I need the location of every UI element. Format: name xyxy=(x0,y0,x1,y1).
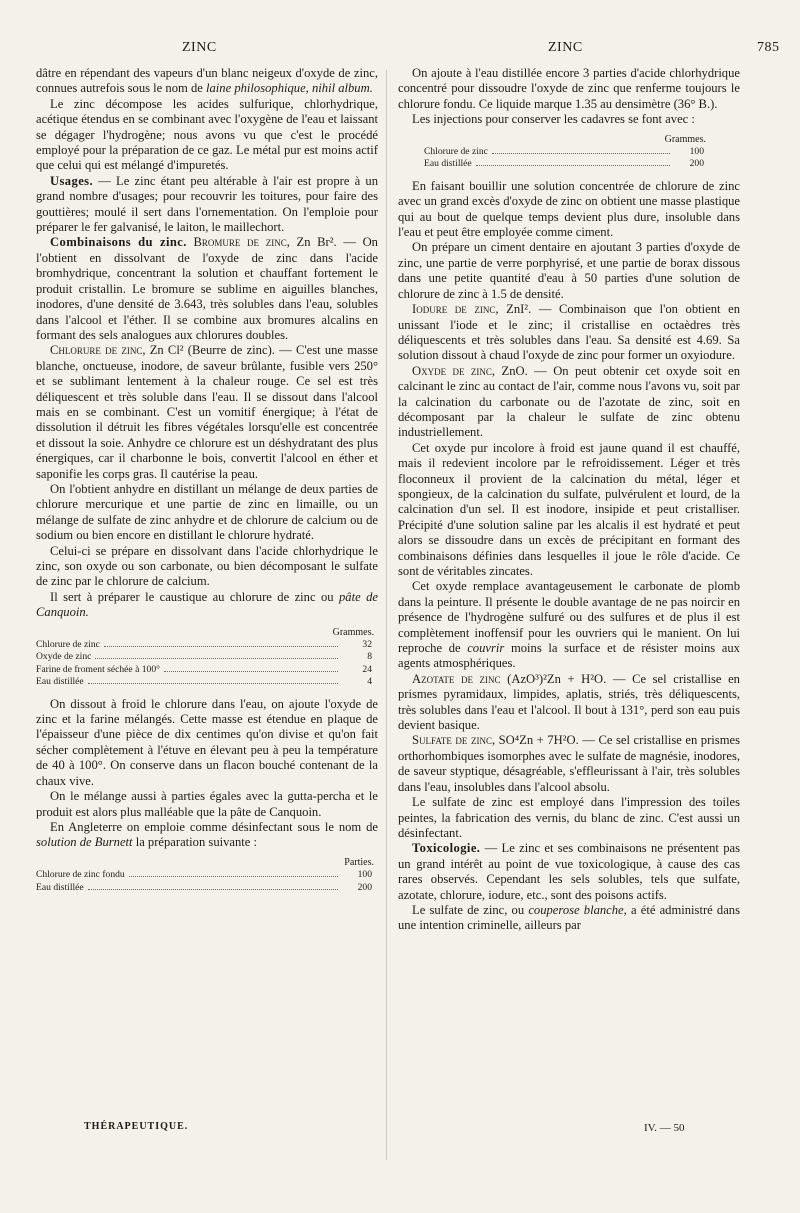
text: — Le zinc étant peu altérable à l'air est propre à un grand nombre d'usages; pour recouvrir les toitures, pour faire des gouttières; moulé il sert dans l'ornementation. On l'emploie pour préparer le fer galvanisé, le laiton, le maillechort. xyxy=(36,173,378,235)
quantity: 100 xyxy=(357,869,372,881)
subsection-heading: Iodure de zinc, xyxy=(412,302,499,317)
text: — On l'obtient en dissolvant de l'oxyde de zinc dans l'acide bromhydrique, concentrant la solution et chauffant fortement le produit cristallin. Le bromure se sublime en aiguilles blanches, inodores, d'une densité de 3.643, très solubles dans l'eau, solubles dans l'alcool et l'éther. Il se combine aux bromures alcalins en formant des sels analogues aux chlorures doubles. xyxy=(36,235,378,342)
text: Il sert à préparer le caustique au chlorure de zinc ou xyxy=(50,589,339,604)
paragraph: On l'obtient anhydre en distillant un mélange de deux parties de chlorure mercurique et une partie de zinc en limaille, ou un mélange de sulfate de zinc anhydre et de chlorure de calcium ou de sodium ou bien encore en distillant le chlorure hydraté. xyxy=(36,481,378,543)
leader-dots xyxy=(88,683,338,684)
leader-dots xyxy=(95,658,338,659)
quantity: 4 xyxy=(367,676,372,688)
text: SO⁴Zn + 7H²O. — Ce sel cristallise en prismes orthorhombiques isomorphes avec le sulfate de magnésie, inodores, de saveur styptique, désagréable, s'efflеurissant à l'air, très solubles dans l'eau, insolubles dans l'alcool absolu. xyxy=(398,733,740,794)
recipe-row xyxy=(424,146,710,158)
recipe-row xyxy=(36,651,378,663)
running-head-right: ZINC xyxy=(548,40,583,55)
leader-dots xyxy=(164,671,338,672)
recipe-row xyxy=(36,676,378,688)
recipe-table-injections xyxy=(398,134,740,171)
recipe-table-canquoin xyxy=(36,627,378,689)
text: dâtre en répendant des vapeurs d'un blanc neigeux d'oxyde de zinc, connues autrefois sous le nom de xyxy=(36,66,378,96)
leader-dots xyxy=(129,876,338,877)
text: moins la surface et de résister moins aux agents atmosphériques. xyxy=(398,641,740,671)
recipe-row xyxy=(36,639,378,651)
paragraph: En faisant bouillir une solution concentrée de chlorure de zinc avec un grand excès d'oxyde de zinc on obtient une masse plastique qui au bout de quelque temps devient plus dure, insoluble dans l'eau et peut être employée comme ciment. xyxy=(398,178,740,240)
ingredient: Chlorure de zinc xyxy=(424,146,488,158)
italic-text: laine philosophique, nihil album. xyxy=(205,81,373,96)
quantity: 8 xyxy=(367,651,372,663)
ingredient: Eau distillée xyxy=(36,676,84,688)
text: la préparation suivante : xyxy=(132,835,258,850)
paragraph-bromure xyxy=(36,235,378,343)
paragraph: Les injections pour conserver les cadavres se font avec : xyxy=(412,112,695,127)
paragraph: On le mélange aussi à parties égales avec la gutta-percha et le produit est alors plus malléable que la pâte de Canquoin. xyxy=(36,789,378,819)
paragraph-sulfate xyxy=(398,733,740,795)
subsection-heading: Bromure de zinc, xyxy=(193,235,290,250)
text: ZnO. — On peut obtenir cet oxyde soit en calcinant le zinc au contact de l'air, comme nous l'avons vu, soit par la calcination du carbonate ou de l'azotate de zinc, soit en décomposant par la chaleur le sulfate de zinc obtenu industriellement. xyxy=(398,363,741,440)
paragraph-chlorure xyxy=(36,343,378,482)
section-heading: Usages. xyxy=(50,173,94,188)
quantity: 32 xyxy=(362,639,372,651)
subsection-heading: Chlorure de zinc, xyxy=(50,343,146,358)
quantity: 200 xyxy=(689,158,704,170)
paragraph xyxy=(36,820,378,851)
paragraph-oxyde xyxy=(398,364,740,441)
text: En Angleterre on emploie comme désinfectant sous le nom de xyxy=(50,819,378,834)
italic-text: couperose blanche, xyxy=(528,902,627,917)
section-heading: Toxicologie. xyxy=(412,841,481,856)
recipe-table-burnett xyxy=(36,857,378,894)
paragraph: Le sulfate de zinc est employé dans l'impression des toiles peintes, la fabrication des vernis, du blanc de zinc. C'est aussi un désinfectant. xyxy=(398,795,740,840)
text: Cet oxyde remplace avantageusement le carbonate de plomb dans la peinture. Il présente le double avantage de ne pas noircir en présence de l'hydrogène sulfuré ou des sulfures et de plus il est complètement inoffensif pour les ouvriers qui le manient. On lui reproche de xyxy=(398,579,740,656)
footer-signature: THÉRAPEUTIQUE. xyxy=(84,1121,189,1132)
text: Zn Cl² (Beurre de zinc). — C'est une masse blanche, onctueuse, inodore, de saveur brûlante, fusible vers 250° et se sublimant lentement à la chaleur rouge. Ce sel est très déliquescent et très soluble dans l'eau. Il se dissout dans l'alcool mais en se combinant. C'est un vomitif énergique; à l'état de dissolution il détruit les fibres végétales lorsqu'elle est concentrée et dissout la soie. Anhydre ce chlorure est un déshydratant des plus énergiques, car il charbonne le bois, convertit l'alcool en éther et saponifie les corps gras. Il cautérise la peau. xyxy=(36,343,378,481)
ingredient: Chlorure de zinc fondu xyxy=(36,869,125,881)
quantity: 200 xyxy=(357,881,372,893)
subsection-heading: Sulfate de zinc, xyxy=(412,733,496,748)
page-number: 785 xyxy=(757,40,780,55)
leader-dots xyxy=(476,165,670,166)
paragraph: On dissout à froid le chlorure dans l'eau, on ajoute l'oxyde de zinc et la farine mélangés. Cette masse est étendue en plaque de l'épaisseur d'une pièce de dix centimes qu'on divise et qu'on fait sécher complètement à l'étuve en élevant peu à peu la température de 40 à 100°. On conserve dans un flacon bouché contenant de la chaux vive. xyxy=(36,696,378,788)
quantity: 24 xyxy=(362,663,372,675)
text: (AzO³)²Zn + H²O. — Ce sel cristallise en prismes pyramidaux, limpides, aplatis, striés, très déliquescents, très solubles dans l'eau et l'alcool. Il bout à 131°, perd son eau puis devient basique. xyxy=(398,671,740,733)
ingredient: Eau distillée xyxy=(36,881,84,893)
paragraph: Cet oxyde pur incolore à froid est jaune quand il est chauffé, mais il redevient incolore par le refroidissement. Léger et très floconneux il provient de la calcination du métal, léger et spongieux, de la calcination du sulfate, pulvérulent et lourd, de la calcination d'un sel. Il est inodore, insipide et peut cristalliser. Précipité d'une solution saline par les alcalis il est hydraté et peut alors se dissoudre dans un excès de précipitant en formant des combinaisons définies dans lesquelles il joue le rôle d'acide. Ce sont de véritables zincates. xyxy=(398,440,740,578)
paragraph: On prépare un ciment dentaire en ajoutant 3 parties d'oxyde de zinc, une partie de verre porphyrisé, et une partie de borax dissous dans une petite quantité d'eau à 50 parties d'une solution de chlorure de zinc à 1.5 de densité. xyxy=(398,240,740,301)
unit-header: Parties. xyxy=(344,856,374,868)
section-heading: Combinaisons du zinc. xyxy=(50,235,187,250)
paragraph-usages xyxy=(36,174,378,236)
subsection-heading: Oxyde de zinc, xyxy=(412,363,496,378)
leader-dots xyxy=(104,646,338,647)
running-head-left: ZINC xyxy=(182,40,217,55)
text: Le sulfate de zinc, ou xyxy=(412,902,529,917)
ingredient: Eau distillée xyxy=(424,158,472,170)
formula: Zn Br². xyxy=(296,235,337,250)
unit-header: Grammes. xyxy=(332,626,374,638)
ingredient: Farine de froment séchée à 100° xyxy=(36,663,160,675)
paragraph-azotate xyxy=(398,672,740,734)
quantity: 100 xyxy=(689,146,704,158)
unit-header: Grammes. xyxy=(664,133,706,145)
paragraph xyxy=(36,66,378,97)
ingredient: Oxyde de zinc xyxy=(36,651,92,663)
text: a été administré dans une intention criminelle, ailleurs par xyxy=(398,902,740,933)
paragraph: On ajoute à l'eau distillée encore 3 parties d'acide chlorhydrique concentré pour dissoudre l'oxyde de zinc que renferme toujours le chlorure fondu. Ce liquide marque 1.35 au densimètre (36° B.). xyxy=(398,66,740,111)
recipe-row xyxy=(424,158,710,170)
italic-text: pâte de Canquoin. xyxy=(36,589,378,620)
paragraph xyxy=(398,579,740,671)
leader-dots xyxy=(88,889,338,890)
subsection-heading: Azotate de zinc xyxy=(412,671,501,686)
paragraph xyxy=(398,903,740,934)
paragraph-iodure xyxy=(398,302,740,364)
paragraph: Celui-ci se prépare en dissolvant dans l'acide chlorhydrique le zinc, son oxyde ou son carbonate, ou bien décomposant le sulfate de zinc par le chlorure de calcium. xyxy=(36,543,378,589)
paragraph xyxy=(36,590,378,621)
leader-dots xyxy=(492,153,670,154)
recipe-row xyxy=(36,664,378,676)
paragraph-toxicologie xyxy=(398,841,740,903)
footer-volume: IV. — 50 xyxy=(644,1122,685,1134)
recipe-row xyxy=(36,869,378,881)
recipe-row xyxy=(36,882,378,894)
ingredient: Chlorure de zinc xyxy=(36,639,100,651)
text: ZnI². — Combinaison que l'on obtient en unissant l'iode et le zinc; il cristallise en octaèdres très déliquescents et très solubles dans l'eau. Sa densité est 4.69. Sa solution dissout à chaud l'oxyde de zinc pour former un oxyiodure. xyxy=(398,302,740,363)
right-column xyxy=(398,66,740,934)
paragraph: Le zinc décompose les acides sulfurique, chlorhydrique, acétique étendus en se combinant avec l'oxygène de l'eau et laissant se dégager l'hydrogène; nous avons vu que c'est le procédé employé pour la préparation de ce gaz. Le métal pur est moins actif que celui qui est mélangé d'impuretés. xyxy=(36,96,378,173)
column-divider xyxy=(386,70,387,1160)
italic-text: solution de Burnett xyxy=(36,835,133,850)
italic-text: couvrir xyxy=(467,641,505,656)
left-column xyxy=(36,66,378,902)
text: — Le zinc et ses combinaisons ne présentent pas un grand intérêt au point de vue toxicologique, à cause des cas rares observés. Cependant les sels solubles, tels que sulfate, azotate, chlorure, iodure, etc., sont des poisons actifs. xyxy=(398,841,740,902)
